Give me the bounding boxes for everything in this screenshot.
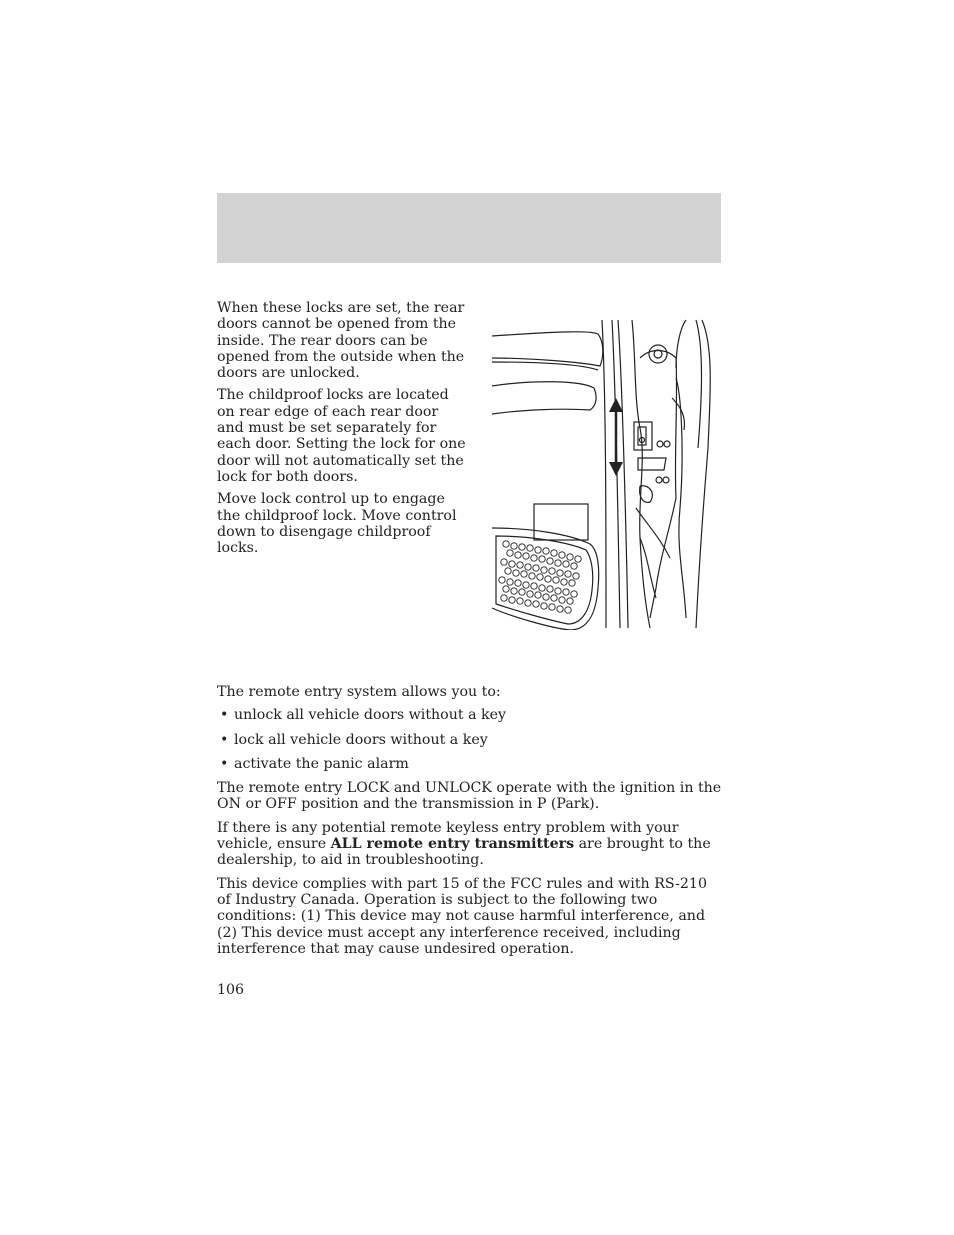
list-item [217, 756, 722, 772]
remote-entry-intro: The remote entry system allows you to: [217, 684, 501, 700]
bullet-text: activate the panic alarm [234, 755, 409, 772]
remote-entry-problem [217, 820, 722, 869]
bullet-icon: • [220, 707, 229, 724]
bullet-icon: • [220, 755, 229, 772]
problem-text-post: are brought to the dealership, to aid in troubleshooting. [217, 836, 711, 869]
childproof-paragraph-1: When these locks are set, the rear doors cannot be opened from the inside. The rear doors can be opened from the outside when the doors are unlocked. [217, 300, 465, 382]
section-header-band [217, 193, 721, 263]
bullet-text: unlock all vehicle doors without a key [234, 707, 507, 724]
bullet-icon: • [220, 731, 229, 748]
remote-entry-section [217, 684, 722, 964]
list-item [217, 707, 722, 723]
childproof-lock-illustration [490, 318, 720, 630]
remote-entry-operation: The remote entry LOCK and UNLOCK operate with the ignition in the ON or OFF position and the transmission in P (Park). [217, 780, 722, 813]
bullet-text: lock all vehicle doors without a key [234, 731, 488, 748]
fcc-compliance-notice: This device complies with part 15 of the FCC rules and with RS-210 of Industry Canada. Operation is subject to the following two conditions: (1) This device may not cause harmful interference, and (2) This device must accept any interference received, including interference that may cause undesired operation. [217, 875, 707, 957]
childproof-locks-text [217, 300, 467, 562]
remote-entry-features-list [217, 707, 722, 772]
page-number: 106 [217, 982, 245, 998]
problem-text-pre: If there is any potential remote keyless entry problem with your vehicle, ensure [217, 819, 679, 853]
list-item [217, 732, 722, 748]
childproof-paragraph-2: The childproof locks are located on rear edge of each rear door and must be set separately for each door. Setting the lock for one door will not automatically set the lock for both doors. [217, 387, 466, 485]
problem-text-bold: ALL remote entry transmitters [330, 836, 575, 853]
childproof-paragraph-3: Move lock control up to engage the childproof lock. Move control down to disengage childproof locks. [217, 491, 457, 557]
